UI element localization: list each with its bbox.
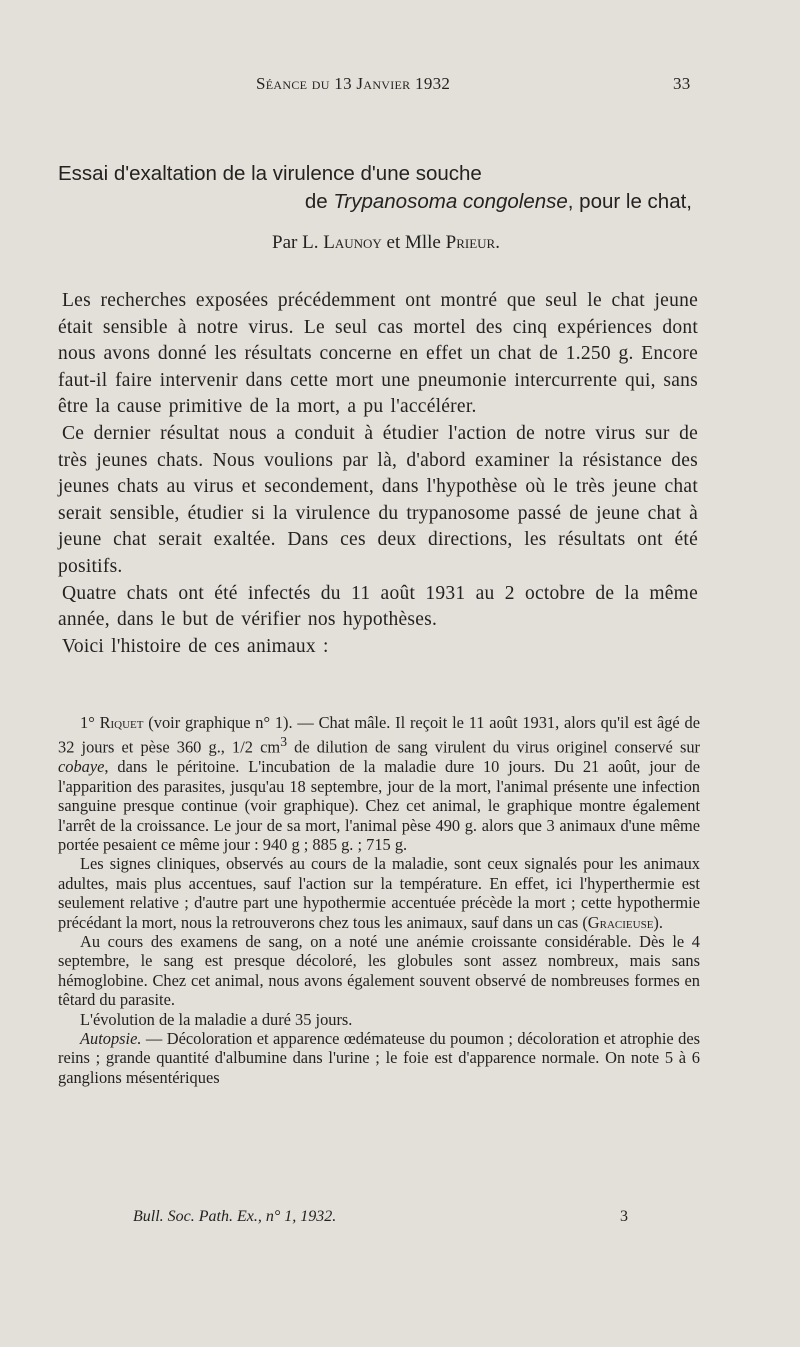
case-signs-end: ). [653,912,663,932]
body-paragraph-2: Ce dernier résultat nous a conduit à étudier l'action de notre virus sur de très jeunes chats. Nous voulions par là, d'abord examiner la résistance des jeunes chats au virus et secondement, dans l'hypothèse où le très jeune chat serait sensible, étudier si la virulence du trypanosome passé de jeune chat à jeune chat serait exaltée. Dans ces deux directions, les résultats ont été positifs. [58,422,698,577]
case-text-c: , dans le péritoine. L'incubation de la maladie dure 10 jours. Du 21 août, jour de l'apparition des parasites, jusqu'au 18 septembre, jour de la mort, l'animal présente une infection sanguine presque continue (voir graphique). Chez cet animal, le graphique montre également l'arrêt de la croissance. Le jour de sa mort, l'animal pèse 490 g. alors que 3 animaux d'une même portée pesaient ce même jour : 940 g ; 885 g. ; 715 g. [58,757,700,854]
case-paragraph-5 [58,1029,700,1087]
case-text-a: (voir graphique n° 1). — Chat mâle. Il reçoit le 11 août 1931, alors qu'il est âgé de 32 jours et pèse 360 g., 1/2 cm [58,713,700,757]
authors-middle: et Mlle [381,232,446,253]
page-number: 33 [673,74,691,93]
species-name: Trypanosoma congolense [333,190,568,213]
body-paragraph-3: Quatre chats ont été infectés du 11 août 1931 au 2 octobre de la même année, dans le but de vérifier nos hypothèses. [58,582,698,631]
case-paragraph-1 [58,713,700,854]
authors-suffix: . [495,232,500,253]
journal-reference: Bull. Soc. Path. Ex., n° 1, 1932. [133,1208,337,1225]
title-line-2 [58,188,698,216]
body-paragraph-4: Voici l'histoire de ces animaux : [62,635,329,657]
title-line-2-post: , pour le chat, [567,190,692,213]
case-number: 1° [80,713,100,732]
case-paragraph-2 [58,854,700,932]
case-paragraph-3: Au cours des examens de sang, on a noté une anémie croissante considérable. Dès le 4 septembre, le sang est presque décoloré, les globules sont assez nombreux, mais sans hémoglobine. Chez cet animal, nous avons également souvent observé de nombreuses formes en têtard du parasite. [58,931,700,1010]
article-authors [58,232,706,254]
author-2: Prieur [445,232,496,253]
cubic-superscript: 3 [280,734,288,750]
case-paragraph-4: L'évolution de la maladie a duré 35 jours. [80,1009,353,1029]
title-line-1: Essai d'exaltation de la virulence d'une souche [58,162,482,185]
article-title [58,160,698,216]
running-title: Séance du 13 Janvier 1932 [256,74,451,93]
author-1: Launoy [323,232,382,253]
case-report [58,713,700,1087]
autopsy-label: Autopsie. [80,1028,142,1048]
title-line-2-pre: de [304,190,334,213]
signature-mark: 3 [620,1208,628,1225]
case-text-b: de dilution de sang virulent du virus originel conservé sur [287,737,700,757]
case-signs-text: Les signes cliniques, observés au cours de la maladie, sont ceux signalés pour les animaux adultes, mais plus accentues, sauf l'action sur la température. En effet, ici l'hyperthermie est seulement relative ; d'autre part une hypothermie accentuée précède la mort ; cette hypothermie précédant la mort, nous la retrouverons chez tous les animaux, sauf dans un cas ( [58,854,700,932]
case-italic-cobaye: cobaye [58,757,105,777]
case-animal-name-2: Gracieuse [587,912,654,932]
page-header [0,74,800,98]
autopsy-text: — Décoloration et apparence œdémateuse du poumon ; décoloration et atrophie des reins ; grande quantité d'albumine dans l'urine ; le foie est d'apparence normale. On note 5 à 6 ganglions mésentériques [58,1028,700,1087]
authors-prefix: Par L. [272,232,324,253]
article-body [58,288,698,660]
case-animal-name: Riquet [99,713,144,732]
body-paragraph-1: Les recherches exposées précédemment ont montré que seul le chat jeune était sensible à notre virus. Le seul cas mortel des cinq expériences dont nous avons donné les résultats concerne en effet un chat de 1.250 g. Encore faut-il faire intervenir dans cette mort une pneumonie intercurrente qui, sans être la cause primitive de la mort, a pu l'accélérer. [58,290,698,418]
